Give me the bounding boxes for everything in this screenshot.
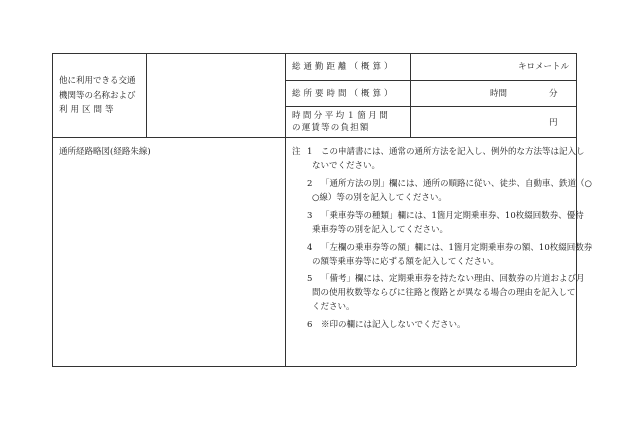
notes-heading: 注 [292, 147, 301, 157]
column-divider-main [285, 53, 286, 366]
note-3-line1: 「乗車券等の種類」欄には、1箇月定期乗車券、10枚綴回数券、優待 [321, 211, 584, 221]
route-map-area[interactable] [53, 160, 285, 366]
note-3-number: 3 [307, 211, 313, 221]
note-1-number: 1 [307, 147, 313, 157]
note-2-line1: 「通所方法の別」欄には、通所の順路に従い、徒歩、自動車、鉄道（○ [321, 179, 592, 189]
note-2-line2: ○線）等の別を記入してください。 [312, 193, 447, 203]
note-4-line1: 「左欄の乗車券等の額」欄には、1箇月定期乗車券の額、10枚綴回数券 [321, 243, 593, 253]
note-1-line1: この申請書には、通常の通所方法を記入し、例外的な方法等は記入し [321, 147, 585, 157]
burden-unit: 円 [549, 118, 558, 128]
note-3-line2: 乗車券等の別を記入してください。 [312, 225, 449, 235]
row-divider-route [52, 137, 576, 138]
transport-info-field[interactable] [147, 54, 284, 137]
note-5-line3: ください。 [312, 302, 355, 312]
note-4-line2: の額等乗車券等に応ずる額を記入してください。 [312, 257, 500, 267]
minutes-unit: 分 [549, 89, 558, 99]
time-label: 総所要時間（概算） [292, 89, 396, 99]
transport-label-line2: 機関等の名称および [59, 91, 136, 101]
note-5-line2: 間の使用枚数等ならびに往路と復路とが異なる場合の理由を記入して [312, 288, 576, 298]
note-5-number: 5 [307, 274, 313, 284]
distance-label: 総通勤距離（概算） [292, 62, 396, 72]
burden-label-line1: 時間分平均１箇月間 [292, 111, 391, 121]
burden-label-line2: の運賃等の負担額 [292, 123, 370, 133]
distance-unit: キロメートル [518, 62, 570, 72]
note-6-number: 6 [307, 320, 313, 330]
hours-unit: 時間 [490, 89, 508, 99]
route-map-label: 通所経路略図(経路朱線) [59, 147, 151, 157]
note-1-line2: ないでください。 [312, 161, 381, 171]
note-2-number: 2 [307, 179, 313, 189]
note-5-line1: 「備考」欄には、定期乗車券を持たない理由、回数券の片道および月 [321, 274, 585, 284]
transport-label-line1: 他に利用できる交通 [59, 76, 136, 86]
transport-label-line3: 利用区間等 [59, 105, 117, 115]
table-bottom-border [52, 366, 576, 367]
note-6-line1: ※印の欄には記入しないでください。 [321, 320, 466, 330]
note-4-number: 4 [307, 243, 313, 253]
